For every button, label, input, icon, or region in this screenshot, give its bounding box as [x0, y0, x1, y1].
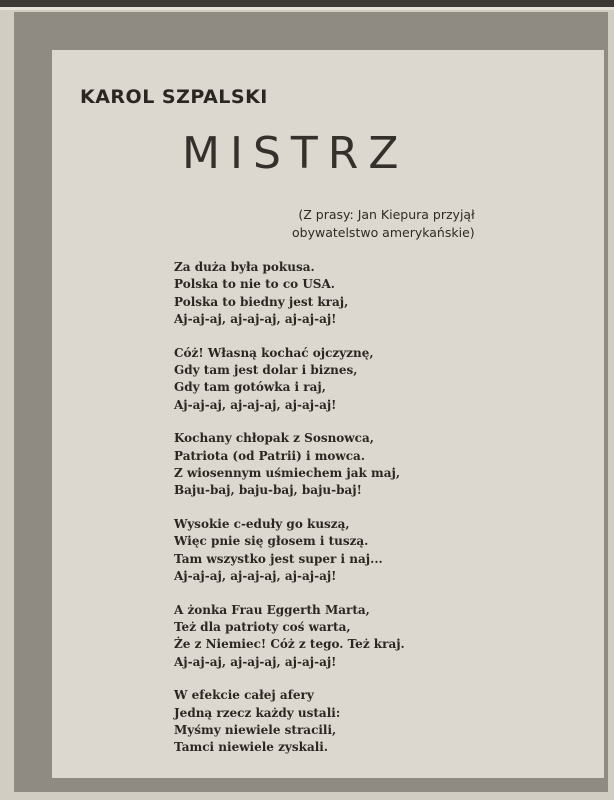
verse-line: Polska to biedny jest kraj,: [174, 294, 349, 309]
verse-line: Że z Niemiec! Cóż z tego. Też kraj.: [174, 637, 405, 652]
poem-body: [174, 259, 405, 773]
press-note: [292, 206, 475, 242]
stanza: [174, 430, 405, 500]
verse-line: Tamci niewiele zyskali.: [174, 740, 329, 755]
press-note-line: obywatelstwo amerykańskie): [292, 225, 475, 240]
verse-line: Patriota (od Patrii) i mowca.: [174, 448, 365, 463]
press-note-line: (Z prasy: Jan Kiepura przyjął: [298, 207, 475, 222]
top-rule: [0, 0, 614, 7]
verse-line: Kochany chłopak z Sosnowca,: [174, 431, 374, 446]
verse-line: Za duża była pokusa.: [174, 260, 315, 274]
verse-line: Cóż! Własną kochać ojczyznę,: [174, 345, 374, 360]
verse-line: Gdy tam jest dolar i biznes,: [174, 363, 358, 378]
verse-line: Myśmy niewiele stracili,: [174, 722, 337, 737]
verse-line: Więc pnie się głosem i tuszą.: [174, 534, 369, 549]
verse-line: Aj-aj-aj, aj-aj-aj, aj-aj-aj!: [174, 654, 337, 669]
stanza: [174, 687, 405, 757]
verse-line: Gdy tam gotówka i raj,: [174, 380, 326, 395]
verse-line: Też dla patrioty coś warta,: [174, 619, 351, 634]
poem-title: MISTRZ: [182, 128, 409, 179]
verse-line: Aj-aj-aj, aj-aj-aj, aj-aj-aj!: [174, 312, 337, 327]
stanza: [174, 259, 405, 329]
stanza: [174, 516, 405, 586]
verse-line: Aj-aj-aj, aj-aj-aj, aj-aj-aj!: [174, 397, 337, 412]
verse-line: W efekcie całej afery: [174, 688, 314, 703]
page-frame: [14, 12, 608, 792]
top-rule-highlight: [0, 7, 614, 10]
verse-line: Tam wszystko jest super i naj...: [174, 551, 383, 566]
verse-line: Baju-baj, baju-baj, baju-baj!: [174, 483, 362, 498]
stanza: [174, 345, 405, 415]
verse-line: Wysokie c-eduły go kuszą,: [174, 516, 350, 531]
verse-line: Polska to nie to co USA.: [174, 277, 335, 292]
verse-line: Aj-aj-aj, aj-aj-aj, aj-aj-aj!: [174, 569, 337, 584]
poem-panel: [52, 50, 604, 778]
stanza: [174, 602, 405, 672]
verse-line: Z wiosennym uśmiechem jak maj,: [174, 466, 401, 481]
verse-line: A żonka Frau Eggerth Marta,: [174, 602, 370, 617]
verse-line: Jedną rzecz każdy ustali:: [174, 705, 341, 720]
author-name: KAROL SZPALSKI: [80, 86, 268, 108]
